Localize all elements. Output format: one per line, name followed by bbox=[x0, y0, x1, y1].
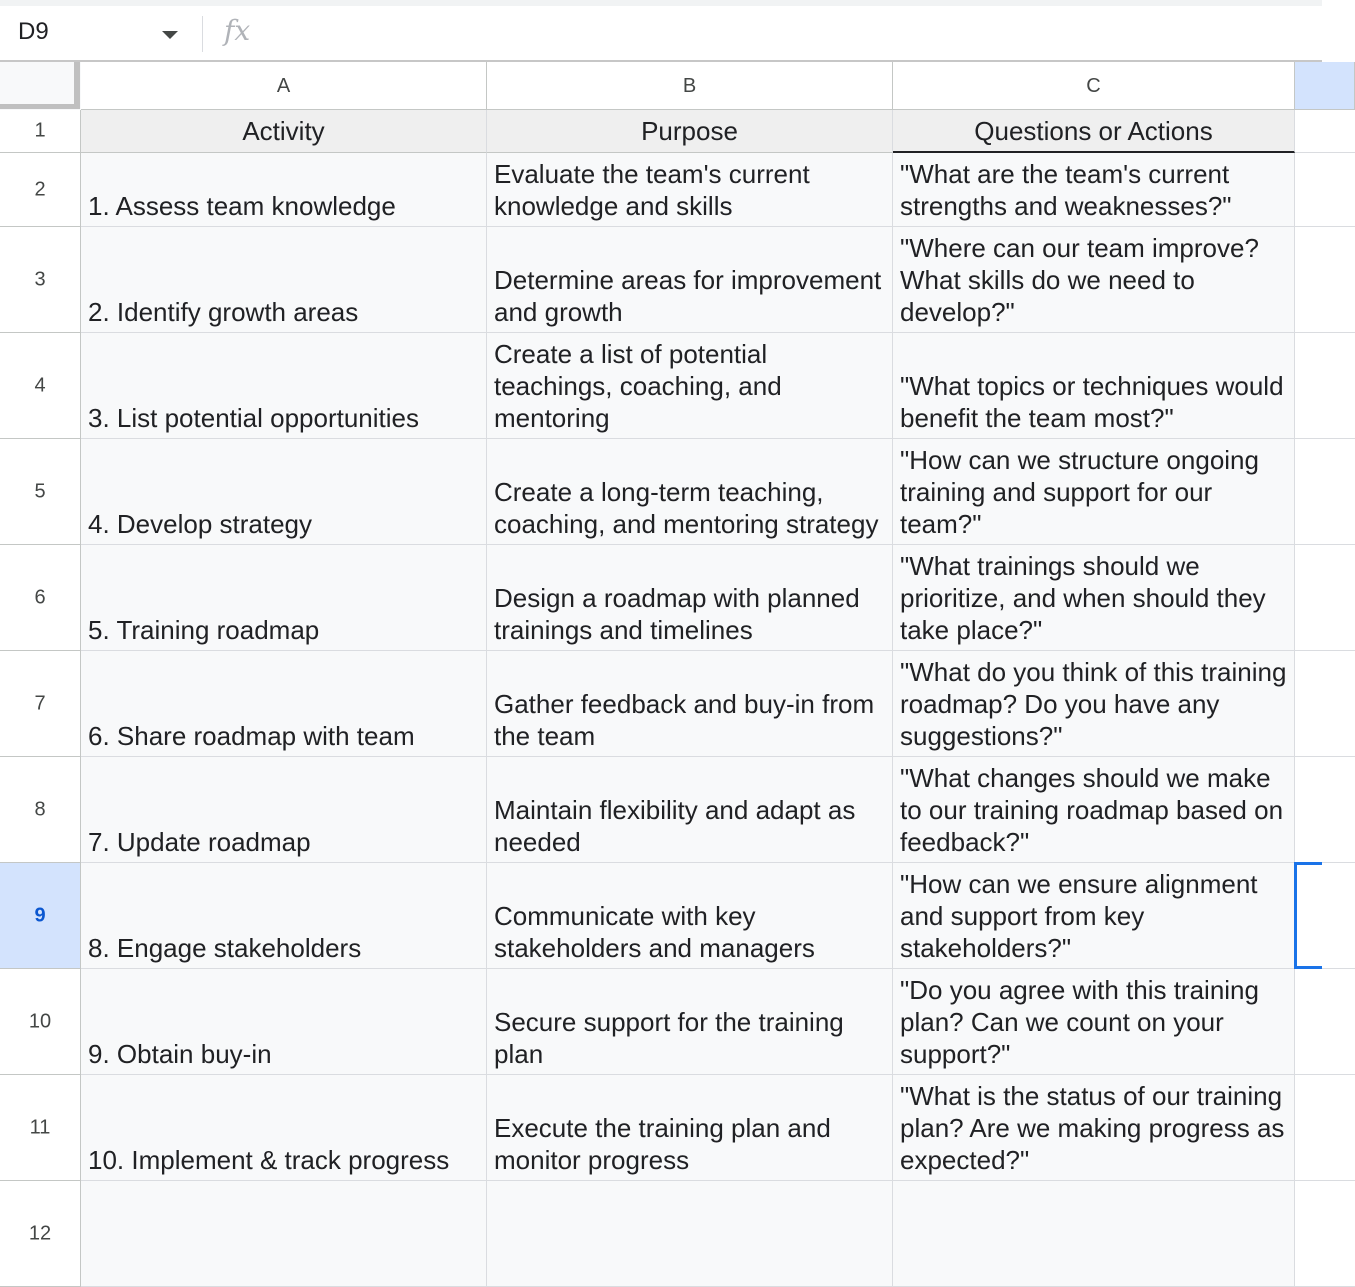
cell-b5[interactable]: Create a long-term teaching, coaching, and mentoring strategy bbox=[487, 439, 893, 545]
fx-icon: fx bbox=[224, 14, 251, 47]
chevron-down-icon[interactable] bbox=[162, 31, 178, 39]
select-all-corner[interactable] bbox=[0, 62, 80, 109]
cell-b4[interactable]: Create a list of potential teachings, coaching, and mentoring bbox=[487, 333, 893, 439]
cell-c2[interactable]: "What are the team's current strengths and weaknesses?" bbox=[893, 153, 1295, 227]
cell-a8[interactable]: 7. Update roadmap bbox=[81, 757, 487, 863]
row-header-2[interactable] bbox=[0, 153, 81, 227]
cell-c4[interactable]: "What topics or techniques would benefit the team most?" bbox=[893, 333, 1295, 439]
cell-a6[interactable]: 5. Training roadmap bbox=[81, 545, 487, 651]
cell-d10[interactable] bbox=[1295, 969, 1355, 1075]
cell-c7[interactable]: "What do you think of this training roadmap? Do you have any suggestions?" bbox=[893, 651, 1295, 757]
column-header-d[interactable] bbox=[1295, 62, 1355, 110]
cell-a3[interactable]: 2. Identify growth areas bbox=[81, 227, 487, 333]
cell-a2[interactable]: 1. Assess team knowledge bbox=[81, 153, 487, 227]
cell-d4[interactable] bbox=[1295, 333, 1355, 439]
cell-b7[interactable]: Gather feedback and buy-in from the team bbox=[487, 651, 893, 757]
cell-c1[interactable]: Questions or Actions bbox=[893, 110, 1295, 153]
row-header-4[interactable] bbox=[0, 333, 81, 439]
row-number: 1 bbox=[34, 119, 46, 142]
name-box[interactable]: D9 bbox=[18, 18, 49, 45]
row-number: 11 bbox=[29, 1116, 51, 1138]
row-header-11[interactable] bbox=[0, 1075, 81, 1181]
toolbar-edge bbox=[0, 0, 1322, 6]
cell-b1[interactable]: Purpose bbox=[487, 110, 893, 153]
cell-c6[interactable]: "What trainings should we prioritize, and when should they take place?" bbox=[893, 545, 1295, 651]
row-number: 9 bbox=[34, 904, 46, 926]
row-number: 12 bbox=[28, 1222, 52, 1244]
row-header-1[interactable] bbox=[0, 110, 81, 153]
cell-b10[interactable]: Secure support for the training plan bbox=[487, 969, 893, 1075]
cell-b8[interactable]: Maintain flexibility and adapt as needed bbox=[487, 757, 893, 863]
row-header-10[interactable] bbox=[0, 969, 81, 1075]
row-header-7[interactable] bbox=[0, 651, 81, 757]
formula-bar bbox=[0, 0, 1322, 62]
cell-a10[interactable]: 9. Obtain buy-in bbox=[81, 969, 487, 1075]
cell-b3[interactable]: Determine areas for improvement and growth bbox=[487, 227, 893, 333]
cell-c11[interactable]: "What is the status of our training plan? Are we making progress as expected?" bbox=[893, 1075, 1295, 1181]
column-header-a[interactable]: A bbox=[81, 62, 487, 110]
cell-a7[interactable]: 6. Share roadmap with team bbox=[81, 651, 487, 757]
row-header-9[interactable] bbox=[0, 863, 81, 969]
row-header-6[interactable] bbox=[0, 545, 81, 651]
active-cell-outline bbox=[1294, 862, 1322, 969]
row-number: 4 bbox=[34, 374, 46, 396]
column-header-b[interactable]: B bbox=[487, 62, 893, 110]
row-number: 2 bbox=[34, 178, 46, 200]
cell-d5[interactable] bbox=[1295, 439, 1355, 545]
cell-a12[interactable] bbox=[81, 1181, 487, 1287]
row-number: 10 bbox=[28, 1010, 52, 1032]
cell-d7[interactable] bbox=[1295, 651, 1355, 757]
cell-a1[interactable]: Activity bbox=[81, 110, 487, 153]
cell-b12[interactable] bbox=[487, 1181, 893, 1287]
cell-d6[interactable] bbox=[1295, 545, 1355, 651]
column-header-c[interactable]: C bbox=[893, 62, 1295, 110]
row-number: 7 bbox=[34, 692, 46, 714]
cell-a9[interactable]: 8. Engage stakeholders bbox=[81, 863, 487, 969]
cell-b9[interactable]: Communicate with key stakeholders and managers bbox=[487, 863, 893, 969]
row-number: 3 bbox=[34, 268, 46, 290]
cell-a5[interactable]: 4. Develop strategy bbox=[81, 439, 487, 545]
row-header-8[interactable] bbox=[0, 757, 81, 863]
cell-d8[interactable] bbox=[1295, 757, 1355, 863]
cell-d11[interactable] bbox=[1295, 1075, 1355, 1181]
cell-c9[interactable]: "How can we ensure alignment and support from key stakeholders?" bbox=[893, 863, 1295, 969]
cell-b2[interactable]: Evaluate the team's current knowledge and skills bbox=[487, 153, 893, 227]
row-number: 8 bbox=[34, 798, 46, 820]
cell-d1[interactable] bbox=[1295, 110, 1355, 153]
cell-b6[interactable]: Design a roadmap with planned trainings and timelines bbox=[487, 545, 893, 651]
cell-a11[interactable]: 10. Implement & track progress bbox=[81, 1075, 487, 1181]
cell-c3[interactable]: "Where can our team improve? What skills do we need to develop?" bbox=[893, 227, 1295, 333]
cell-c12[interactable] bbox=[893, 1181, 1295, 1287]
cell-d3[interactable] bbox=[1295, 227, 1355, 333]
cell-c10[interactable]: "Do you agree with this training plan? Can we count on your support?" bbox=[893, 969, 1295, 1075]
cell-b11[interactable]: Execute the training plan and monitor progress bbox=[487, 1075, 893, 1181]
cell-c8[interactable]: "What changes should we make to our training roadmap based on feedback?" bbox=[893, 757, 1295, 863]
cell-a4[interactable]: 3. List potential opportunities bbox=[81, 333, 487, 439]
cell-c5[interactable]: "How can we structure ongoing training and support for our team?" bbox=[893, 439, 1295, 545]
row-header-12[interactable] bbox=[0, 1181, 81, 1287]
row-number: 5 bbox=[34, 480, 46, 502]
formula-bar-divider bbox=[202, 16, 203, 52]
spreadsheet-grid[interactable] bbox=[0, 62, 1322, 1244]
row-header-3[interactable] bbox=[0, 227, 81, 333]
cell-d2[interactable] bbox=[1295, 153, 1355, 227]
row-number: 6 bbox=[34, 586, 46, 608]
cell-d12[interactable] bbox=[1295, 1181, 1355, 1287]
row-header-5[interactable] bbox=[0, 439, 81, 545]
